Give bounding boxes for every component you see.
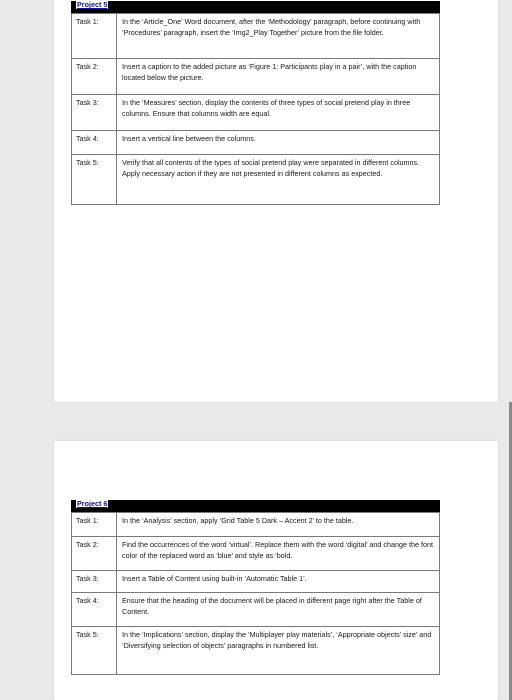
project-header	[71, 1, 440, 13]
table-row	[72, 627, 440, 675]
task-label: Task 5:	[72, 627, 117, 675]
task-description: Find the occurrences of the word ‘virtual’. Replace them with the word ‘digital’ and change the font color of the replaced word as ‘blue’ and style as ‘bold.	[117, 537, 440, 571]
table-row	[72, 131, 440, 155]
table-row	[72, 14, 440, 59]
table-row	[72, 593, 440, 627]
task-description: Verify that all contents of the types of social pretend play were separated in different columns. Apply necessary action if they are not presented in different columns as expected.	[117, 155, 440, 205]
task-description: Insert a Table of Content using built-in ‘Automatic Table 1’.	[117, 571, 440, 593]
task-label: Task 4:	[72, 593, 117, 627]
task-label: Task 3:	[72, 95, 117, 131]
project-title: Project 5	[77, 0, 108, 9]
project-5-table	[71, 1, 440, 205]
table-row	[72, 537, 440, 571]
task-label: Task 5:	[72, 155, 117, 205]
task-label: Task 2:	[72, 59, 117, 95]
task-label: Task 3:	[72, 571, 117, 593]
task-description: In the ‘Implications’ section, display the ‘Multiplayer play materials’, ‘Appropriate objects’ size’ and ‘Diversifying selection of objects’ paragraphs in numbered list.	[117, 627, 440, 675]
project-title: Project 6	[77, 499, 108, 508]
table-row	[72, 155, 440, 205]
task-description: Insert a caption to the added picture as ‘Figure 1: Participants play in a pair’, with the caption located below the picture.	[117, 59, 440, 95]
task-description: Ensure that the heading of the document will be placed in different page right after the Table of Content.	[117, 593, 440, 627]
task-label: Task 1:	[72, 14, 117, 59]
task-description: In the ‘Measures’ section, display the contents of three types of social pretend play in three columns. Ensure that columns width are equal.	[117, 95, 440, 131]
task-label: Task 2:	[72, 537, 117, 571]
task-description: Insert a vertical line between the columns.	[117, 131, 440, 155]
task-description: In the ‘Analysis’ section, apply ‘Grid Table 5 Dark – Accent 2’ to the table.	[117, 513, 440, 537]
task-label: Task 4:	[72, 131, 117, 155]
table-row	[72, 571, 440, 593]
task-label: Task 1:	[72, 513, 117, 537]
table-row	[72, 513, 440, 537]
table-row	[72, 59, 440, 95]
project-6-table	[71, 500, 440, 675]
task-description: In the ‘Article_One’ Word document, after the ‘Methodology’ paragraph, before continuing with ‘Procedures’ paragraph, insert the ‘Img2_Play Together’ picture from the file folder.	[117, 14, 440, 59]
table-row	[72, 95, 440, 131]
project-header	[71, 500, 440, 512]
